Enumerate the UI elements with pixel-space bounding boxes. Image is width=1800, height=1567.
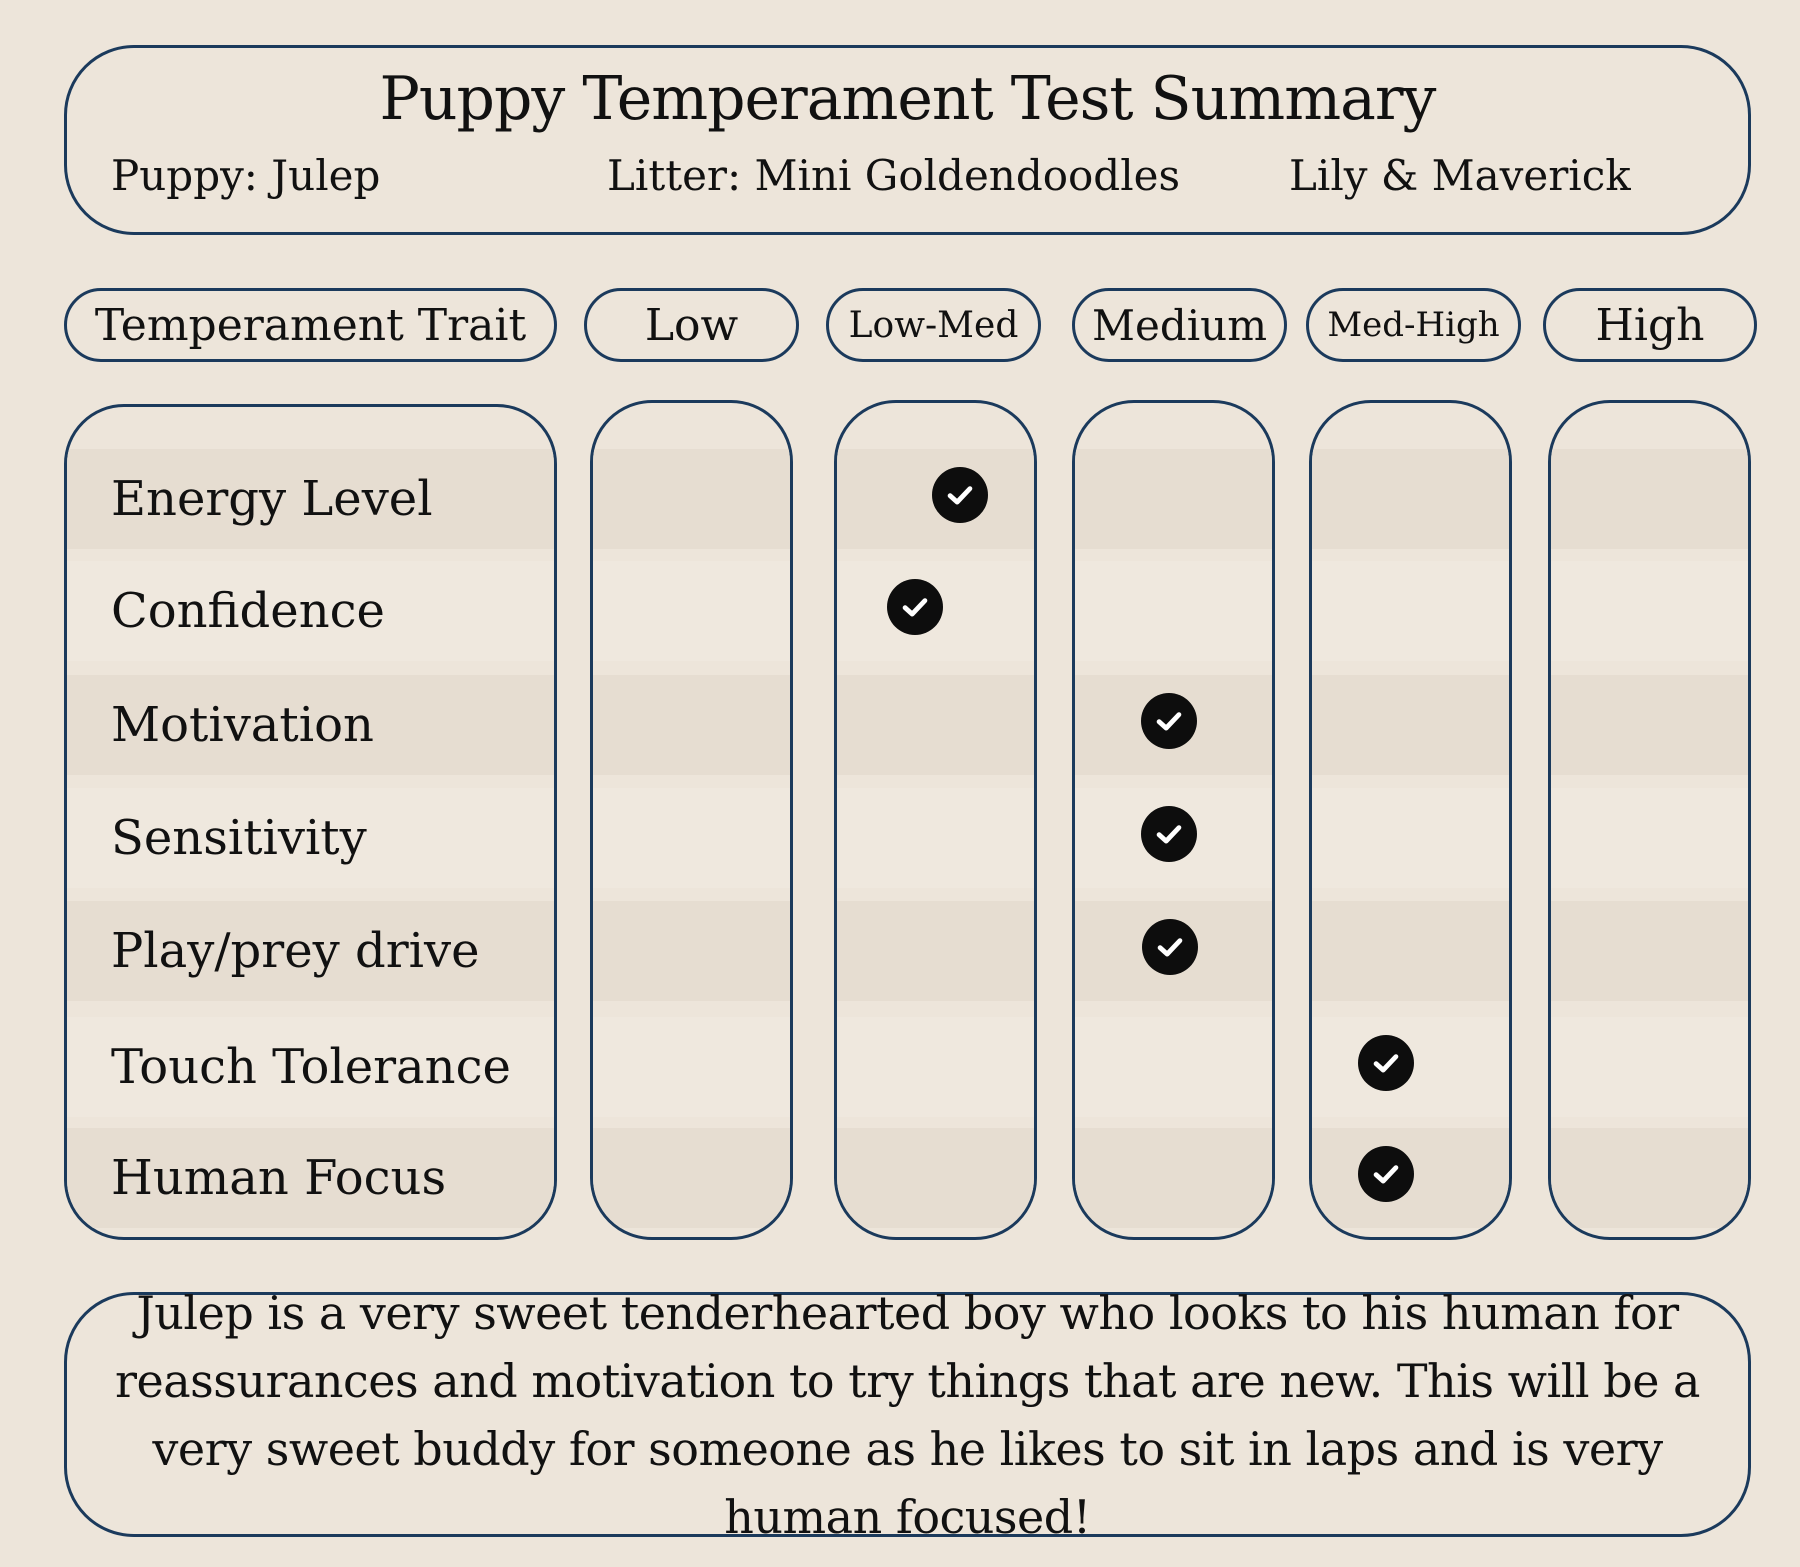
level-column-low-med: [834, 400, 1037, 1240]
row-stripe: [1075, 561, 1272, 661]
row-stripe: [1075, 449, 1272, 549]
row-stripe: [593, 561, 790, 661]
row-stripe: [1551, 449, 1748, 549]
row-stripe: [1312, 901, 1509, 1001]
row-stripe: [593, 675, 790, 775]
column-header-medium: Medium: [1072, 288, 1287, 362]
check-circle-icon: [932, 467, 988, 523]
check-circle-icon: [1142, 919, 1198, 975]
row-stripe: [837, 675, 1034, 775]
trait-label: Motivation: [111, 697, 374, 753]
row-stripe: [837, 901, 1034, 1001]
row-stripe: [593, 788, 790, 888]
row-stripe: [1551, 561, 1748, 661]
summary-box: [64, 1285, 1751, 1544]
level-column-med-high: [1309, 400, 1512, 1240]
litter-name: Litter: Mini Goldendoodles: [607, 151, 1181, 200]
row-stripe: [837, 1017, 1034, 1117]
trait-panel: [64, 404, 557, 1240]
trait-label: Play/prey drive: [111, 923, 480, 979]
row-stripe: [837, 1128, 1034, 1228]
column-header-trait: Temperament Trait: [64, 288, 557, 362]
row-stripe: [1551, 788, 1748, 888]
level-column-high: [1548, 400, 1751, 1240]
column-header-high: High: [1543, 288, 1757, 362]
trait-label: Energy Level: [111, 471, 433, 527]
row-stripe: [1312, 561, 1509, 661]
row-stripe: [1551, 901, 1748, 1001]
summary-text: Julep is a very sweet tenderhearted boy who looks to his human for reassurances and motivation to try things that are new. This will be a very sweet buddy for someone as he likes to sit in laps and is very human focused!: [115, 1285, 1700, 1544]
row-stripe: [593, 1128, 790, 1228]
header-card: [64, 45, 1751, 235]
trait-label: Confidence: [111, 583, 385, 639]
row-stripe: [1312, 449, 1509, 549]
check-circle-icon: [887, 579, 943, 635]
row-stripe: [1075, 1128, 1272, 1228]
row-stripe: [1075, 1017, 1272, 1117]
check-circle-icon: [1141, 693, 1197, 749]
row-stripe: [593, 1017, 790, 1117]
page-title: Puppy Temperament Test Summary: [379, 64, 1436, 134]
row-stripe: [1551, 1128, 1748, 1228]
check-circle-icon: [1358, 1146, 1414, 1202]
trait-label: Touch Tolerance: [111, 1039, 511, 1095]
row-stripe: [1551, 675, 1748, 775]
row-stripe: [593, 449, 790, 549]
level-column-medium: [1072, 400, 1275, 1240]
check-circle-icon: [1358, 1035, 1414, 1091]
check-circle-icon: [1141, 806, 1197, 862]
row-stripe: [837, 788, 1034, 888]
row-stripe: [1312, 788, 1509, 888]
trait-label: Human Focus: [111, 1150, 447, 1206]
puppy-name: Puppy: Julep: [111, 151, 381, 200]
column-header-med-high: Med-High: [1306, 288, 1521, 362]
column-header-low-med: Low-Med: [826, 288, 1041, 362]
trait-label: Sensitivity: [111, 810, 367, 866]
row-stripe: [593, 901, 790, 1001]
level-column-low: [590, 400, 793, 1240]
row-stripe: [1551, 1017, 1748, 1117]
parents-name: Lily & Maverick: [1289, 151, 1631, 200]
column-header-low: Low: [584, 288, 799, 362]
row-stripe: [1312, 675, 1509, 775]
